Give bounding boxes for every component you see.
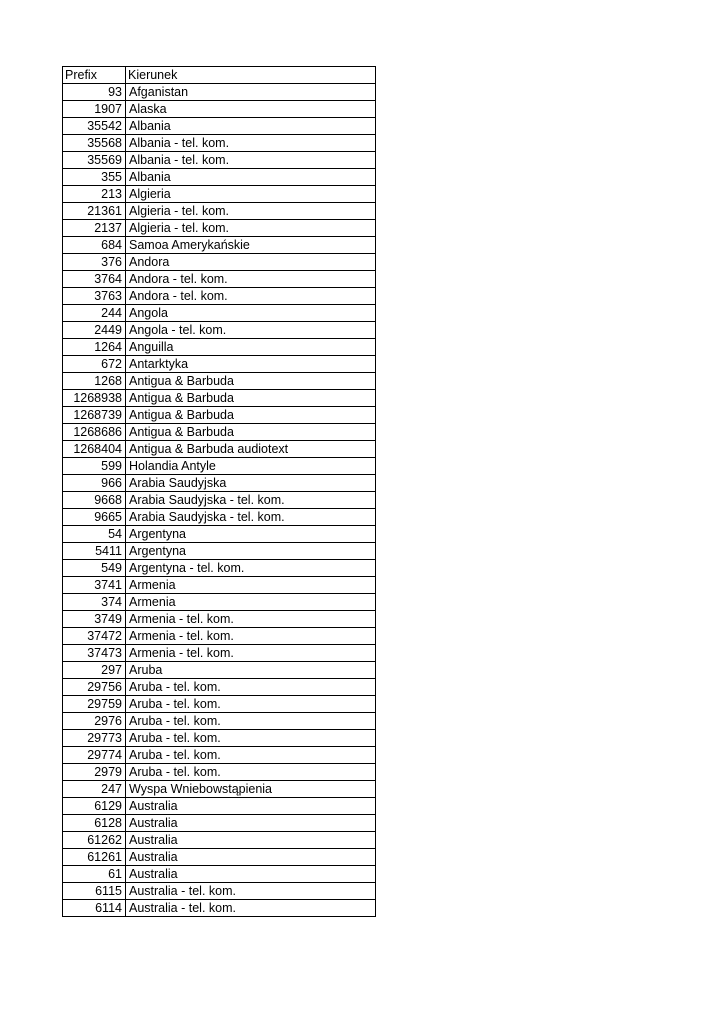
prefix-cell: 93	[63, 84, 126, 101]
table-row	[63, 628, 376, 645]
prefix-cell: 6115	[63, 883, 126, 900]
prefix-cell: 61261	[63, 849, 126, 866]
direction-cell: Antigua & Barbuda	[126, 390, 376, 407]
table-row	[63, 356, 376, 373]
table-row	[63, 458, 376, 475]
table-row	[63, 883, 376, 900]
direction-cell: Armenia - tel. kom.	[126, 628, 376, 645]
table-row	[63, 764, 376, 781]
direction-cell: Australia	[126, 849, 376, 866]
direction-cell: Antigua & Barbuda	[126, 424, 376, 441]
prefix-cell: 1268686	[63, 424, 126, 441]
direction-cell: Armenia - tel. kom.	[126, 645, 376, 662]
direction-cell: Armenia	[126, 577, 376, 594]
table-row	[63, 305, 376, 322]
direction-cell: Australia	[126, 798, 376, 815]
table-row	[63, 611, 376, 628]
prefix-cell: 35569	[63, 152, 126, 169]
direction-cell: Australia - tel. kom.	[126, 883, 376, 900]
prefix-cell: 2449	[63, 322, 126, 339]
prefix-cell: 2979	[63, 764, 126, 781]
prefix-cell: 2976	[63, 713, 126, 730]
table-row	[63, 441, 376, 458]
prefix-cell: 3741	[63, 577, 126, 594]
table-row	[63, 679, 376, 696]
direction-cell: Australia	[126, 832, 376, 849]
direction-cell: Aruba	[126, 662, 376, 679]
direction-cell: Anguilla	[126, 339, 376, 356]
table-row	[63, 781, 376, 798]
header-direction: Kierunek	[126, 67, 376, 84]
prefix-cell: 37472	[63, 628, 126, 645]
direction-cell: Arabia Saudyjska - tel. kom.	[126, 509, 376, 526]
prefix-cell: 3749	[63, 611, 126, 628]
prefix-cell: 35568	[63, 135, 126, 152]
prefix-cell: 966	[63, 475, 126, 492]
table-row	[63, 339, 376, 356]
table-row	[63, 237, 376, 254]
prefix-cell: 21361	[63, 203, 126, 220]
table-row	[63, 900, 376, 917]
table-row	[63, 373, 376, 390]
direction-cell: Antigua & Barbuda	[126, 407, 376, 424]
table-row	[63, 645, 376, 662]
table-row	[63, 424, 376, 441]
table-row	[63, 696, 376, 713]
table-row	[63, 407, 376, 424]
prefix-cell: 213	[63, 186, 126, 203]
direction-cell: Antigua & Barbuda	[126, 373, 376, 390]
direction-cell: Andora	[126, 254, 376, 271]
prefix-cell: 9668	[63, 492, 126, 509]
prefix-cell: 29774	[63, 747, 126, 764]
prefix-cell: 297	[63, 662, 126, 679]
prefix-cell: 376	[63, 254, 126, 271]
table-row	[63, 186, 376, 203]
table-row	[63, 662, 376, 679]
table-row	[63, 169, 376, 186]
table-row	[63, 271, 376, 288]
direction-cell: Aruba - tel. kom.	[126, 730, 376, 747]
table-row	[63, 849, 376, 866]
direction-cell: Algieria - tel. kom.	[126, 203, 376, 220]
table-row	[63, 288, 376, 305]
prefix-cell: 35542	[63, 118, 126, 135]
direction-cell: Angola	[126, 305, 376, 322]
prefix-cell: 2137	[63, 220, 126, 237]
prefix-table	[62, 66, 376, 917]
direction-cell: Antarktyka	[126, 356, 376, 373]
direction-cell: Australia	[126, 815, 376, 832]
prefix-cell: 61	[63, 866, 126, 883]
prefix-sheet	[62, 66, 375, 917]
table-header-row	[63, 67, 376, 84]
table-row	[63, 713, 376, 730]
table-row	[63, 577, 376, 594]
prefix-cell: 5411	[63, 543, 126, 560]
direction-cell: Aruba - tel. kom.	[126, 679, 376, 696]
direction-cell: Albania	[126, 118, 376, 135]
direction-cell: Arabia Saudyjska	[126, 475, 376, 492]
direction-cell: Antigua & Barbuda audiotext	[126, 441, 376, 458]
direction-cell: Andora - tel. kom.	[126, 271, 376, 288]
table-row	[63, 322, 376, 339]
prefix-cell: 1268938	[63, 390, 126, 407]
prefix-cell: 61262	[63, 832, 126, 849]
table-body	[63, 84, 376, 917]
direction-cell: Aruba - tel. kom.	[126, 764, 376, 781]
direction-cell: Argentyna	[126, 543, 376, 560]
direction-cell: Albania - tel. kom.	[126, 135, 376, 152]
table-row	[63, 254, 376, 271]
table-row	[63, 492, 376, 509]
table-row	[63, 526, 376, 543]
table-row	[63, 220, 376, 237]
direction-cell: Holandia Antyle	[126, 458, 376, 475]
table-row	[63, 203, 376, 220]
table-row	[63, 815, 376, 832]
direction-cell: Alaska	[126, 101, 376, 118]
direction-cell: Aruba - tel. kom.	[126, 713, 376, 730]
prefix-cell: 355	[63, 169, 126, 186]
table-row	[63, 84, 376, 101]
prefix-cell: 3764	[63, 271, 126, 288]
direction-cell: Australia	[126, 866, 376, 883]
prefix-cell: 6114	[63, 900, 126, 917]
direction-cell: Argentyna - tel. kom.	[126, 560, 376, 577]
direction-cell: Armenia	[126, 594, 376, 611]
prefix-cell: 599	[63, 458, 126, 475]
direction-cell: Argentyna	[126, 526, 376, 543]
prefix-cell: 672	[63, 356, 126, 373]
direction-cell: Albania - tel. kom.	[126, 152, 376, 169]
prefix-cell: 6129	[63, 798, 126, 815]
prefix-cell: 1268404	[63, 441, 126, 458]
prefix-cell: 549	[63, 560, 126, 577]
header-prefix: Prefix	[63, 67, 126, 84]
table-row	[63, 543, 376, 560]
table-row	[63, 730, 376, 747]
prefix-cell: 244	[63, 305, 126, 322]
table-row	[63, 118, 376, 135]
direction-cell: Arabia Saudyjska - tel. kom.	[126, 492, 376, 509]
prefix-cell: 6128	[63, 815, 126, 832]
table-row	[63, 101, 376, 118]
direction-cell: Armenia - tel. kom.	[126, 611, 376, 628]
table-row	[63, 866, 376, 883]
prefix-cell: 684	[63, 237, 126, 254]
table-row	[63, 475, 376, 492]
table-row	[63, 832, 376, 849]
direction-cell: Andora - tel. kom.	[126, 288, 376, 305]
prefix-cell: 29773	[63, 730, 126, 747]
prefix-cell: 3763	[63, 288, 126, 305]
prefix-cell: 54	[63, 526, 126, 543]
table-row	[63, 560, 376, 577]
prefix-cell: 1268739	[63, 407, 126, 424]
prefix-cell: 29756	[63, 679, 126, 696]
direction-cell: Aruba - tel. kom.	[126, 747, 376, 764]
direction-cell: Algieria - tel. kom.	[126, 220, 376, 237]
direction-cell: Afganistan	[126, 84, 376, 101]
direction-cell: Aruba - tel. kom.	[126, 696, 376, 713]
direction-cell: Angola - tel. kom.	[126, 322, 376, 339]
table-row	[63, 152, 376, 169]
table-row	[63, 390, 376, 407]
direction-cell: Australia - tel. kom.	[126, 900, 376, 917]
table-row	[63, 509, 376, 526]
direction-cell: Algieria	[126, 186, 376, 203]
prefix-cell: 1907	[63, 101, 126, 118]
prefix-cell: 1264	[63, 339, 126, 356]
direction-cell: Albania	[126, 169, 376, 186]
prefix-cell: 1268	[63, 373, 126, 390]
direction-cell: Samoa Amerykańskie	[126, 237, 376, 254]
prefix-cell: 9665	[63, 509, 126, 526]
table-row	[63, 594, 376, 611]
prefix-cell: 37473	[63, 645, 126, 662]
table-row	[63, 135, 376, 152]
prefix-cell: 247	[63, 781, 126, 798]
table-row	[63, 747, 376, 764]
direction-cell: Wyspa Wniebowstąpienia	[126, 781, 376, 798]
table-row	[63, 798, 376, 815]
prefix-cell: 374	[63, 594, 126, 611]
prefix-cell: 29759	[63, 696, 126, 713]
